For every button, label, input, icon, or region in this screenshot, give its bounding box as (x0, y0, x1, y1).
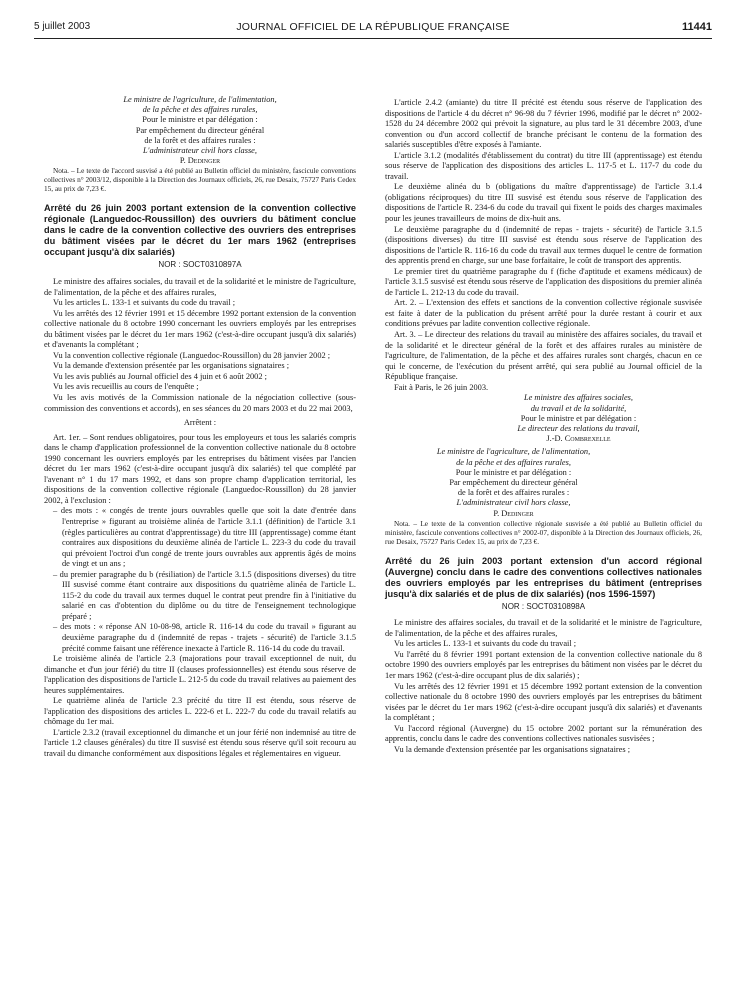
sig-line: Le directeur des relations du travail, (517, 423, 640, 433)
paragraph: Le troisième alinéa de l'article 2.3 (majorations pour travail exceptionnel de nuit, du dimanche et d'un jour férié) du titre II (clauses professionnelles) est étendu sous réserve de l'application des dispositions de l'article L. 212-5 du code du travail relatives au paiement des heures supplémentaires. (44, 654, 356, 695)
header-journal-title: JOURNAL OFFICIEL DE LA RÉPUBLIQUE FRANÇAISE (236, 21, 510, 33)
nor-reference-1: NOR : SOCT0310897A (158, 260, 242, 270)
paragraph: L'article 2.4.2 (amiante) du titre II précité est étendu sous réserve de l'application des dispositions de l'article 4 du décret n° 96-98 du 7 février 1996, modifié par le décret n° 2002-1528 du 24 décembre 2002 qui prévoit la signature, au plus tard le 31 décembre 2003, d'une convention ou d'un accord collectif de branche précisant le contenu de la formation des salariés susceptibles d'être exposés à l'amiante. (385, 98, 702, 150)
paragraph: L'article 3.1.2 (modalités d'établissement du contrat) du titre III (apprentissage) est étendu sous réserve de l'application des dispositions des articles L. 117-5 et L. 117-7 du code du travail. (385, 150, 702, 181)
paragraph: Le ministre des affaires sociales, du travail et de la solidarité et le ministre de l'agriculture, de l'alimentation, de la pêche et des affaires rurales, (44, 276, 356, 297)
left-column (44, 95, 356, 760)
paragraph: Le deuxième alinéa du b (obligations du maître d'apprentissage) de l'article 3.1.4 (obligations réciproques) du titre III susvisé est étendu sous réserve de l'application des dispositions de l'article R. 234-6 du code du travail qui fixent le poids des charges maximales pour les jeunes travailleurs de moins de dix-huit ans. (385, 182, 702, 224)
place-date: Fait à Paris, le 26 juin 2003. (394, 382, 489, 392)
nota-2: Nota. – Le texte de la convention collective régionale susvisée a été publié au Bulletin officiel du ministère, fascicule conventions collectives n° 2002-07, disponible à la Direction des Journaux officiels, 26, rue Desaix, 75727 Paris Cedex 15, au prix de 7,23 €. (385, 518, 702, 546)
sig-line: de la pêche et des affaires rurales, (142, 105, 258, 115)
paragraph: Vu les avis motivés de la Commission nationale de la négociation collective (sous-commission des conventions et accords), en ses séances du 20 mars 2003 et du 22 mai 2003, (44, 392, 356, 413)
article-2: Art. 2. – L'extension des effets et sanctions de la convention collective régionale susvisée est faite à dater de la publication du présent arrêté pour la durée restant à courir et aux conditions prévues par ladite convention collective régionale. (385, 298, 702, 329)
sig-name: P. Dedinger (493, 508, 534, 518)
paragraph: Vu les avis publiés au Journal officiel des 4 juin et 6 août 2002 ; (53, 371, 267, 381)
header-page-number: 11441 (682, 21, 712, 33)
paragraph: Le premier tiret du quatrième paragraphe du f (fiche d'aptitude et examens médicaux) de l'article 3.1.5 susvisé est étendu sous réserve de l'application des dispositions du premier alinéa de l'article L. 212-13 du code du travail. (385, 266, 702, 297)
sig-line: Pour le ministre et par délégation : (455, 467, 572, 477)
paragraph: Le deuxième paragraphe du d (indemnité de repas - trajets - sécurité) de l'article 3.1.5 (dispositions diverses) du titre III susvisé est étendu sous réserve de l'application des dispositions de l'article R. 116-16 du code du travail aux termes duquel le centre de formation des apprentis prend en charge, sur une base forfaitaire, le coût de transport des apprentis. (385, 224, 702, 266)
paragraph: Vu les arrêtés des 12 février 1991 et 15 décembre 1992 portant extension de la convention collective nationale du 8 octobre 1990 des ouvriers employés par les entreprises du bâtiment visées par le décret du 1er mars 1962 (c'est-à-dire occupant jusqu'à dix salariés) et d'avenants la complétant ; (385, 681, 702, 723)
sig-line: de la forêt et des affaires rurales : (144, 135, 256, 145)
paragraph: Vu les articles L. 133-1 et suivants du code du travail ; (53, 298, 236, 308)
page-header (34, 21, 712, 37)
sig-line: L'administrateur civil hors classe, (456, 498, 571, 508)
sig-line: Le ministre de l'agriculture, de l'alimentation, (436, 447, 591, 457)
signature-block-3 (385, 447, 702, 518)
article-1: Art. 1er. – Sont rendues obligatoires, pour tous les employeurs et tous les salariés compris dans le champ d'application professionnel de la convention collective nationale du 8 octobre 1990 concernant les ouvriers employés par les entreprises du bâtiment visées par l'ancien décret du 1er mars 1962 (c'est-à-dire occupant jusqu'à dix salariés) tel que complété par l'avenant n° 1 du 17 mars 1992, et dans son propre champ d'application territorial, les dispositions de la convention collective régionale (Languedoc-Roussillon) du 28 janvier 2002, à l'exclusion : (44, 432, 356, 505)
sig-line: Pour le ministre et par délégation : (520, 413, 637, 423)
exclusion-item: – du premier paragraphe du b (résiliation) de l'article 3.1.5 (dispositions diverses) du titre III susvisé comme étant contraire aux dispositions du quatrième alinéa de l'article L. 115-2 du code du travail aux termes duquel le contrat peut prendre fin à l'initiative du salarié en cas d'obtention du diplôme ou du titre de l'enseignement technologique préparé ; (53, 569, 356, 621)
arretent-heading: Arrêtent : (183, 418, 217, 428)
sig-name: J.-D. Combrexelle (546, 434, 611, 444)
right-column (385, 98, 702, 755)
sig-line: Le ministre des affaires sociales, (523, 393, 633, 403)
sig-line: Le ministre de l'agriculture, de l'alimentation, (123, 95, 277, 104)
header-rule (34, 38, 712, 39)
sig-name: P. Dedinger (179, 156, 221, 166)
article-3: Art. 3. – Le directeur des relations du travail au ministère des affaires sociales, du travail et de la solidarité et le directeur général de la forêt et des affaires rurales au ministère de l'agriculture, de l'alimentation, de la pêche et des affaires rurales sont chargés, chacun en ce qui le concerne, de l'exécution du présent arrêté, qui sera publié au Journal officiel de la République française. (385, 330, 702, 382)
nota-1: Nota. – Le texte de l'accord susvisé a été publié au Bulletin officiel du ministère, fascicule conventions collectives n° 2003/12, disponible à la Direction des Journaux officiels, 26, rue Desaix, 75727 Paris Cedex 15, au prix de 7,23 €. (44, 166, 356, 194)
sig-line: de la pêche et des affaires rurales, (456, 457, 571, 467)
paragraph: Vu la demande d'extension présentée par les organisations signataires ; (53, 361, 290, 371)
nor-reference-2: NOR : SOCT0310898A (501, 601, 586, 611)
header-date: 5 juillet 2003 (34, 21, 91, 32)
paragraph: Vu la convention collective régionale (Languedoc-Roussillon) du 28 janvier 2002 ; (53, 350, 331, 360)
paragraph: Vu les avis recueillis au cours de l'enquête ; (53, 382, 199, 392)
paragraph: Vu l'accord régional (Auvergne) du 15 octobre 2002 portant sur la rémunération des apprentis, conclu dans le cadre des conventions collectives nationales susvisées ; (385, 723, 702, 744)
sig-line: de la forêt et des affaires rurales : (457, 488, 570, 498)
paragraph: Le ministre des affaires sociales, du travail et de la solidarité et le ministre de l'agriculture, de l'alimentation, de la pêche et des affaires rurales, (385, 618, 702, 638)
decree-title-2: Arrêté du 26 juin 2003 portant extension d'un accord régional (Auvergne) conclu dans le cadre des conventions collectives nationales des ouvriers employés par les entreprises du bâtiment (entreprises jusqu'à dix salariés et de plus de dix salariés) (nos 1596-1597) (385, 555, 702, 599)
paragraph: Vu l'arrêté du 8 février 1991 portant extension de la convention collective nationale du 8 octobre 1990 des ouvriers employés par les entreprises du bâtiment non visées par le décret du 1er mars 1962 (c'est-à-dire occupant plus de dix salariés) ; (385, 649, 702, 681)
sig-line: Par empêchement du directeur général (449, 477, 578, 487)
paragraph: Vu les articles L. 133-1 et suivants du code du travail ; (394, 639, 577, 649)
paragraph: L'article 2.3.2 (travail exceptionnel du dimanche et un jour férié non indemnisé au titre de l'article 1.2 clauses générales) du titre II susvisé est étendu sous réserve qu'il soit recouru au travail du dimanche conformément aux dispositions légales et réglementaires en vigueur. (44, 727, 356, 759)
sig-line: du travail et de la solidarité, (530, 403, 627, 413)
exclusion-item: – des mots : « congés de trente jours ouvrables quelle que soit la date d'entrée dans l'entreprise » figurant au troisième alinéa de l'article 3.1.1 (définition) de l'article 3.1 (règles particulières au contrat d'apprentissage) du titre III (apprentissage) comme étant contraires aux dispositions du deuxième alinéa de l'article L. 223-3 du code du travail qui prévoient l'octroi d'un congé de trente jours ouvrables aux apprentis âgés de moins de vingt et un ans ; (53, 506, 356, 569)
decree-title-1: Arrêté du 26 juin 2003 portant extension de la convention collective régionale (Languedoc-Roussillon) des ouvriers du bâtiment conclue dans le cadre de la convention collective des ouvriers des entreprises du bâtiment visées par le décret du 1er mars 1962 (entreprises occupant jusqu'à dix salariés) (44, 203, 356, 258)
sig-line: Par empêchement du directeur général (135, 125, 265, 135)
paragraph: Vu les arrêtés des 12 février 1991 et 15 décembre 1992 portant extension de la convention collective nationale du 8 octobre 1990 concernant les ouvriers employés par les entreprises du bâtiment visées par le décret du 1er mars 1962 (c'est-à-dire occupant jusqu'à dix salariés) et d'avenants la complétant ; (44, 308, 356, 350)
sig-line: Pour le ministre et par délégation : (142, 115, 258, 125)
signature-block-2 (385, 393, 702, 444)
sig-line: L'administrateur civil hors classe, (143, 146, 257, 156)
signature-block-1 (44, 95, 356, 166)
exclusion-item: – des mots : « réponse AN 10-08-98, article R. 116-14 du code du travail » figurant au deuxième paragraphe du d (indemnité de repas - trajets - sécurité) de l'article 3.1.5 précité comme faisant une référence inexacte à l'article R. 116-14 du code du travail. (53, 622, 356, 653)
paragraph: Le quatrième alinéa de l'article 2.3 précité du titre II est étendu, sous réserve de l'application des dispositions des articles L. 222-6 et L. 222-7 du code du travail relatifs au chômage du 1er mai. (44, 696, 356, 727)
paragraph: Vu la demande d'extension présentée par les organisations signataires ; (394, 744, 631, 754)
